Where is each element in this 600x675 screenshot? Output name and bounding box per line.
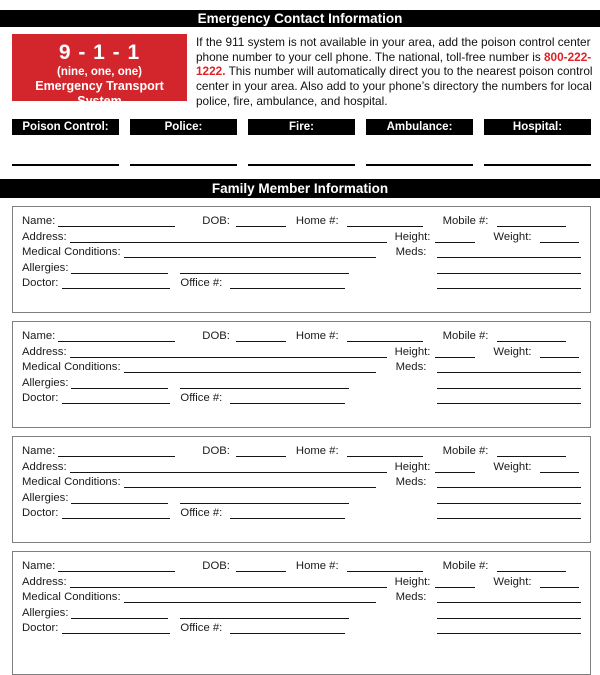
medical-conditions-label: Medical Conditions: [22,591,121,604]
contact-label-poison-control: Poison Control: [12,119,119,135]
dob-label: DOB: [202,215,230,228]
family-member-list [12,206,588,675]
doctor-label: Doctor: [22,622,59,635]
911-number: 9 - 1 - 1 [58,41,141,64]
doctor-label: Doctor: [22,392,59,405]
medical-conditions-blank-line [124,591,376,603]
weight-blank-line [540,576,579,588]
home-phone-blank-line [347,445,423,457]
member-row-name [13,558,590,574]
doctor-blank-line [62,277,170,289]
mobile-phone-label: Mobile #: [442,215,489,228]
height-label: Height: [394,345,431,358]
home-phone-blank-line [347,560,423,572]
allergies-label: Allergies: [22,261,69,274]
medical-conditions-label: Medical Conditions: [22,476,121,489]
member-row-doctor [13,390,590,406]
meds-label: Meds: [395,361,427,374]
family-member-box [12,551,591,675]
member-row-medical [13,589,590,605]
allergies-blank-line [71,607,168,619]
member-row-allergies [13,489,590,505]
home-phone-label: Home #: [295,445,339,458]
dob-blank-line [236,215,286,227]
contact-label-fire: Fire: [248,119,355,135]
name-label: Name: [22,330,56,343]
home-phone-label: Home #: [295,560,339,573]
member-row-allergies [13,374,590,390]
allergies-blank-line [71,492,168,504]
dob-label: DOB: [202,330,230,343]
member-row-name [13,328,590,344]
family-member-box [12,206,591,313]
mobile-phone-blank-line [497,560,566,572]
office-phone-blank-line [230,622,345,634]
mobile-phone-blank-line [497,215,566,227]
doctor-blank-line [62,507,170,519]
meds-label: Meds: [395,476,427,489]
section-header-family-label: Family Member Information [211,180,389,196]
mobile-phone-blank-line [497,330,566,342]
member-row-address [13,343,590,359]
meds-label: Meds: [395,591,427,604]
member-row-doctor [13,275,590,291]
home-phone-blank-line [347,215,423,227]
poison-control-phone-number: 800-222-1222. [196,49,592,79]
contact-labels-row [12,119,600,135]
dob-blank-line [236,330,286,342]
member-row-medical [13,474,590,490]
meds-blank-line-2 [437,377,581,389]
section-header-emergency-label: Emergency Contact Information [197,11,403,26]
height-label: Height: [394,460,431,473]
member-row-doctor [13,620,590,636]
911-badge [12,34,187,108]
address-label: Address: [22,345,67,358]
height-label: Height: [394,230,431,243]
mobile-phone-label: Mobile #: [442,560,489,573]
section-header-emergency [0,10,600,27]
intro-paragraph [196,35,594,109]
contact-blank-line-ambulance [366,164,473,166]
home-phone-label: Home #: [295,215,339,228]
office-phone-label: Office #: [180,622,223,635]
address-blank-line [70,231,387,243]
meds-blank-line-3 [437,392,581,404]
allergies-label: Allergies: [22,491,69,504]
member-row-address [13,573,590,589]
address-blank-line [70,461,387,473]
meds-blank-line [437,361,581,373]
intro-paragraph-before: If the 911 system is not available in your area, add the poison control center phone number to your cell phone. The national, toll-free number is [196,35,591,64]
name-label: Name: [22,445,56,458]
name-blank-line [58,330,175,342]
medical-conditions-blank-line [124,476,376,488]
member-row-medical [13,244,590,260]
mobile-phone-blank-line [497,445,566,457]
office-phone-blank-line [230,277,345,289]
911-phonetic: (nine, one, one) [57,66,142,78]
name-label: Name: [22,215,56,228]
allergies-blank-line-2 [180,492,349,504]
weight-label: Weight: [493,230,532,243]
height-label: Height: [394,575,431,588]
doctor-blank-line [62,392,170,404]
weight-blank-line [540,346,579,358]
name-blank-line [58,215,175,227]
doctor-blank-line [62,622,170,634]
height-blank-line [435,576,475,588]
home-phone-blank-line [347,330,423,342]
mobile-phone-label: Mobile #: [442,330,489,343]
allergies-blank-line [71,377,168,389]
family-member-box [12,436,591,543]
dob-blank-line [236,560,286,572]
height-blank-line [435,461,475,473]
address-blank-line [70,576,387,588]
medical-conditions-label: Medical Conditions: [22,361,121,374]
contact-blank-line-hospital [484,164,591,166]
doctor-label: Doctor: [22,277,59,290]
address-label: Address: [22,575,67,588]
weight-label: Weight: [493,575,532,588]
name-label: Name: [22,560,56,573]
member-row-address [13,458,590,474]
meds-label: Meds: [395,246,427,259]
meds-blank-line-2 [437,607,581,619]
dob-label: DOB: [202,560,230,573]
address-label: Address: [22,230,67,243]
mobile-phone-label: Mobile #: [442,445,489,458]
weight-label: Weight: [493,345,532,358]
name-blank-line [58,560,175,572]
member-row-address [13,228,590,244]
address-blank-line [70,346,387,358]
office-phone-label: Office #: [180,277,223,290]
member-row-name [13,443,590,459]
contact-blank-lines-row [12,164,600,166]
contact-blank-line-poison-control [12,164,119,166]
family-member-box [12,321,591,428]
address-label: Address: [22,460,67,473]
member-row-name [13,213,590,229]
weight-label: Weight: [493,460,532,473]
home-phone-label: Home #: [295,330,339,343]
contact-label-police: Police: [130,119,237,135]
medical-conditions-blank-line [124,361,376,373]
office-phone-label: Office #: [180,507,223,520]
meds-blank-line [437,476,581,488]
weight-blank-line [540,461,579,473]
dob-blank-line [236,445,286,457]
allergies-label: Allergies: [22,376,69,389]
member-row-doctor [13,505,590,521]
meds-blank-line [437,246,581,258]
office-phone-blank-line [230,507,345,519]
allergies-blank-line-2 [180,377,349,389]
allergies-label: Allergies: [22,606,69,619]
contact-blank-line-police [130,164,237,166]
dob-label: DOB: [202,445,230,458]
intro-section [12,34,600,109]
contact-label-hospital: Hospital: [484,119,591,135]
medical-conditions-label: Medical Conditions: [22,246,121,259]
meds-blank-line-2 [437,492,581,504]
intro-paragraph-after: This number will automatically direct you to the nearest poison control center in your area. Also add to your phone’s directory the numbers for local police, fire, ambulance, and hospital. [196,64,593,108]
contact-label-ambulance: Ambulance: [366,119,473,135]
meds-blank-line-2 [437,262,581,274]
height-blank-line [435,231,475,243]
name-blank-line [58,445,175,457]
contact-blank-line-fire [248,164,355,166]
office-phone-blank-line [230,392,345,404]
height-blank-line [435,346,475,358]
weight-blank-line [540,231,579,243]
member-row-allergies [13,604,590,620]
allergies-blank-line-2 [180,262,349,274]
allergies-blank-line-2 [180,607,349,619]
911-subtitle: Emergency Transport System [35,79,164,108]
meds-blank-line [437,591,581,603]
doctor-label: Doctor: [22,507,59,520]
section-header-family [0,179,600,198]
meds-blank-line-3 [437,507,581,519]
meds-blank-line-3 [437,622,581,634]
office-phone-label: Office #: [180,392,223,405]
member-row-allergies [13,259,590,275]
member-row-medical [13,359,590,375]
medical-conditions-blank-line [124,246,376,258]
allergies-blank-line [71,262,168,274]
meds-blank-line-3 [437,277,581,289]
